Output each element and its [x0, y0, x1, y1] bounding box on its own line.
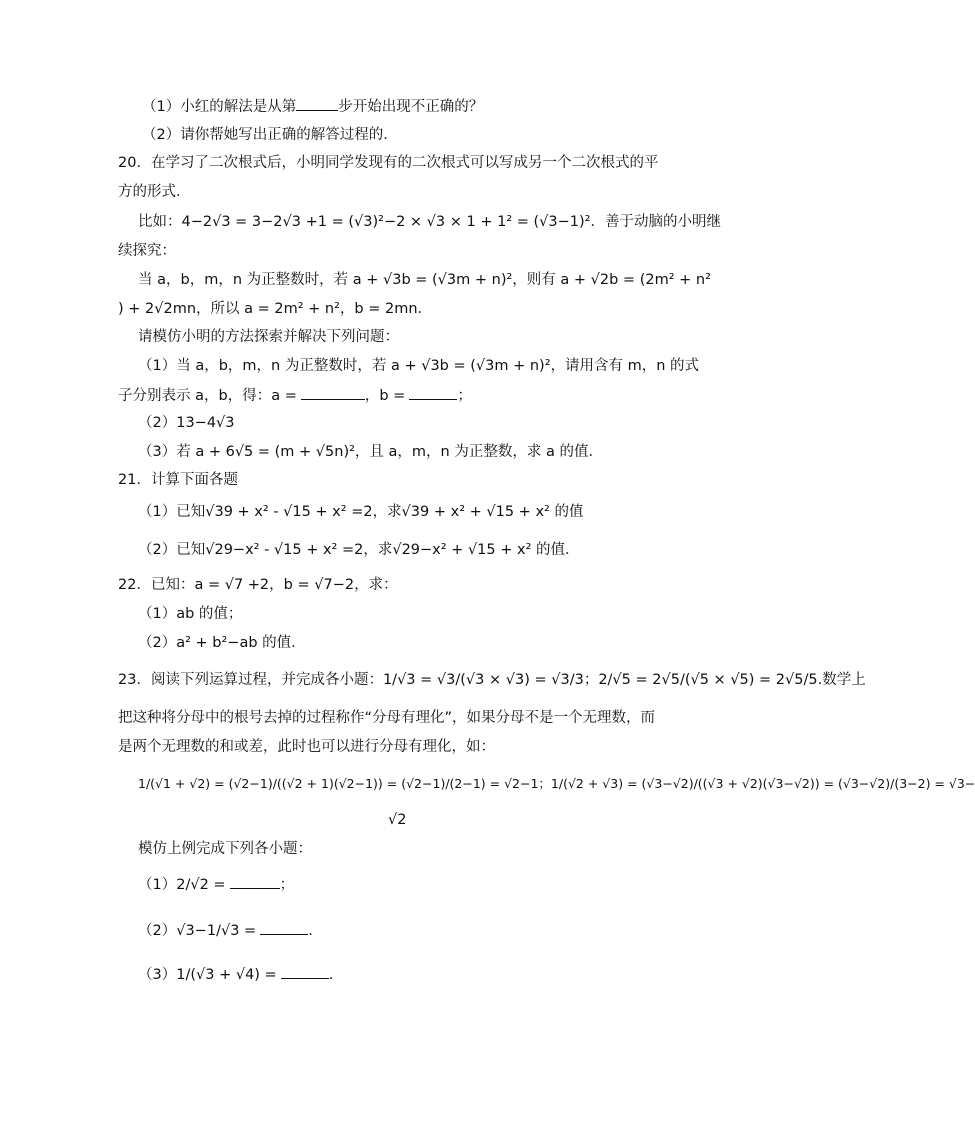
q23-part2: （2）√3−1/√3 = .: [138, 920, 313, 941]
q20-stem-line1: 20．在学习了二次根式后，小明同学发现有的二次根式可以写成另一个二次根式的平: [118, 155, 659, 171]
q21-part1: （1）已知√39 + x² - √15 + x² =2，求√39 + x² + √15 + x² 的值: [138, 504, 584, 520]
q20-part1-a-label: 子分别表示 a，b，得：a =: [118, 388, 297, 404]
q19-part1-text-end: 步开始出现不正确的？: [338, 99, 484, 115]
q20-part1-line1: （1）当 a，b，m，n 为正整数时，若 a + √3b = (√3m + n)²，请用含有 m，n 的式: [138, 358, 700, 374]
q21-part2: （2）已知√29−x² - √15 + x² =2，求√29−x² + √15 + x² 的值．: [138, 542, 580, 558]
q23-example-formula-wrap: √2: [388, 812, 407, 828]
q19-part1-text: （1）小红的解法是从第: [142, 99, 297, 115]
q20-part1-b-label: ，b =: [364, 388, 406, 404]
q20-part3: （3）若 a + 6√5 = (m + √5n)²，且 a，m，n 为正整数，求 a 的值．: [138, 444, 603, 460]
q23-stem-end: .数学上: [817, 672, 866, 688]
q22-part2: （2）a² + b²−ab 的值．: [138, 635, 306, 651]
answer-blank-a[interactable]: [301, 385, 365, 400]
q23-stem-text: 23．阅读下列运算过程，并完成各小题：: [118, 672, 383, 688]
q23-example-fraction-2: 2/√5 = 2√5/(√5 × √5) = 2√5/5: [598, 672, 818, 688]
q23-instruction: 模仿上例完成下列各小题：: [138, 841, 312, 857]
q23-part3: （3）1/(√3 + √4) = .: [138, 964, 333, 985]
q20-instruction: 请模仿小明的方法探索并解决下列问题：: [138, 329, 399, 345]
answer-blank-23-3[interactable]: [281, 964, 329, 979]
answer-blank-b[interactable]: [409, 385, 457, 400]
q20-example-line1: 比如：4−2√3 = 3−2√3 +1 = (√3)²−2 × √3 × 1 + 1² = (√3−1)²．善于动脑的小明继: [138, 214, 721, 230]
q23-stem-line1: 23．阅读下列运算过程，并完成各小题：1/√3 = √3/(√3 × √3) = √3/3；2/√5 = 2√5/(√5 × √5) = 2√5/5.数学上: [118, 672, 866, 688]
q21-stem: 21．计算下面各题: [118, 472, 238, 488]
q23-example-formula: 1/(√1 + √2) = (√2−1)/((√2 + 1)(√2−1)) = (√2−1)/(2−1) = √2−1；1/(√2 + √3) = (√3−√2)/((√3 + √2)(√3−√2)) = (√3−√2)/(3−2) = √3−: [138, 776, 975, 791]
q19-part1: [142, 96, 483, 117]
answer-blank[interactable]: [296, 96, 338, 111]
answer-blank-23-2[interactable]: [260, 920, 308, 935]
q20-part2: （2）13−4√3: [138, 415, 235, 431]
q22-part1: （1）ab 的值；: [138, 606, 243, 622]
q20-explore-line1: 当 a，b，m，n 为正整数时，若 a + √3b = (√3m + n)²，则有 a + √2b = (2m² + n²: [138, 272, 711, 288]
q20-example-line2: 续探究：: [118, 243, 176, 259]
q23-example-fraction-1: 1/√3 = √3/(√3 × √3) = √3/3: [382, 672, 584, 688]
q23-stem-line3: 是两个无理数的和或差，此时也可以进行分母有理化，如：: [118, 739, 495, 755]
q20-part1-end: ；: [457, 388, 472, 404]
q23-part1-expr: （1）2/√2 =: [138, 877, 226, 893]
q23-stem-line2: 把这种将分母中的根号去掉的过程称作“分母有理化”，如果分母不是一个无理数，而: [118, 710, 656, 726]
answer-blank-23-1[interactable]: [230, 874, 280, 889]
q22-stem: 22．已知：a = √7 +2，b = √7−2，求：: [118, 577, 398, 593]
q19-part2: （2）请你帮她写出正确的解答过程的．: [142, 127, 398, 143]
q23-part3-expr: （3）1/(√3 + √4) =: [138, 967, 277, 983]
q20-explore-line2: ) + 2√2mn，所以 a = 2m² + n²，b = 2mn．: [118, 301, 433, 317]
q20-part1-line2: [118, 385, 472, 406]
q23-part1: （1）2/√2 = ；: [138, 874, 294, 895]
q23-part2-expr: （2）√3−1/√3 =: [138, 923, 257, 939]
q20-stem-line2: 方的形式．: [118, 184, 191, 200]
